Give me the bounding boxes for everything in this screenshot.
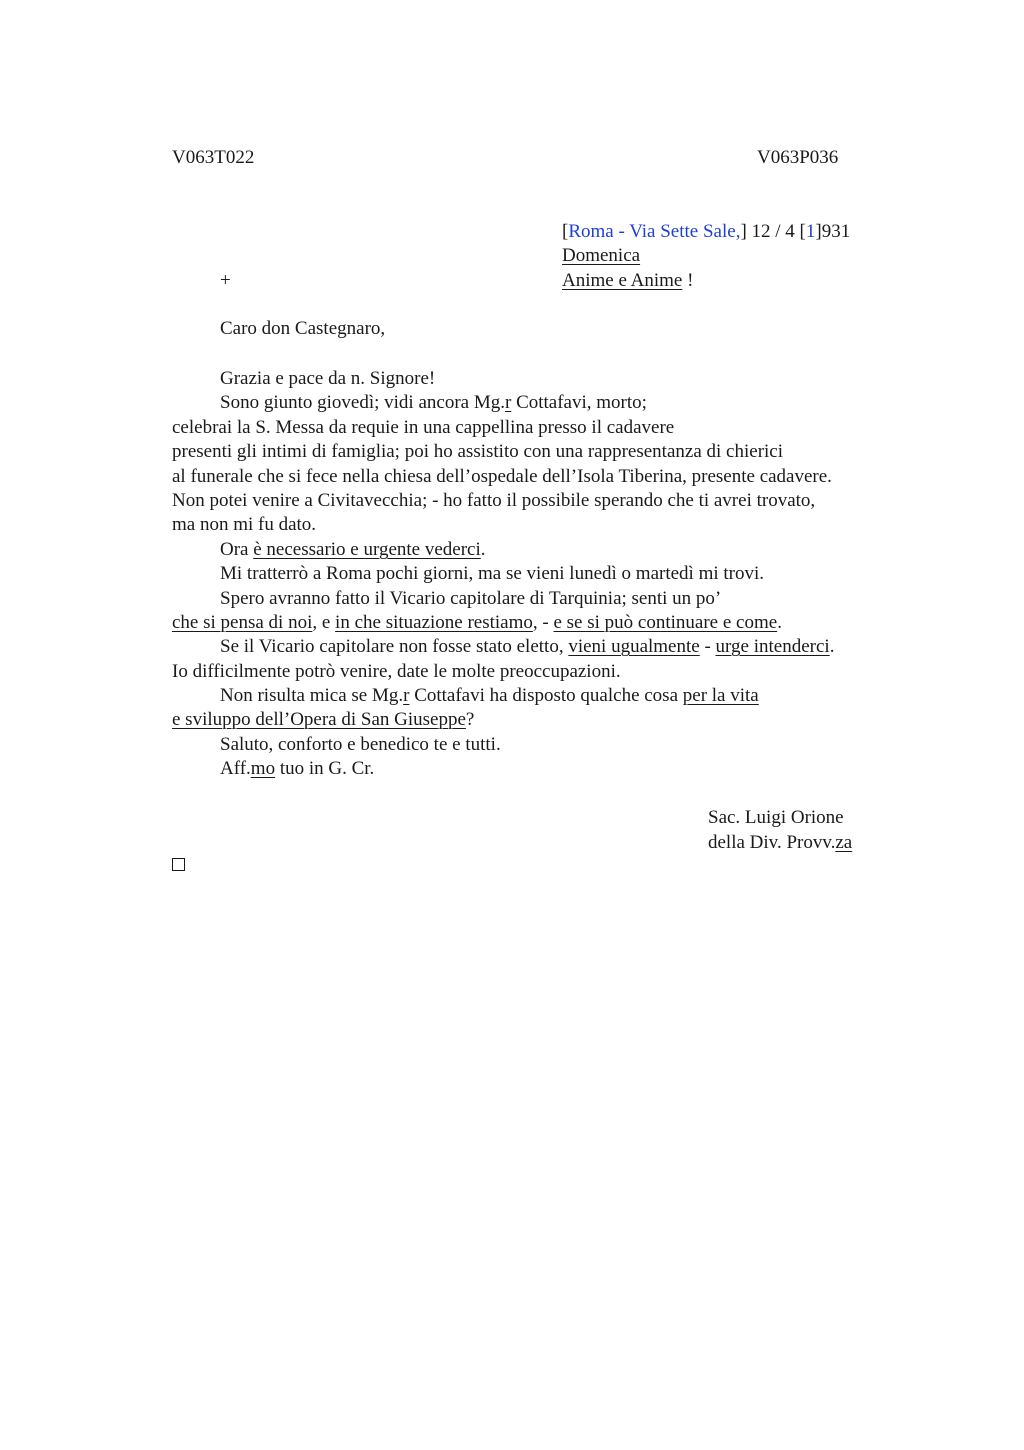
body-line-13 bbox=[220, 684, 759, 708]
body-line-3: presenti gli intimi di famiglia; poi ho assistito con una rappresentanza di chierici bbox=[172, 441, 784, 462]
body-line-2: celebrai la S. Messa da requie in una cappellina presso il cadavere bbox=[172, 417, 675, 438]
end-of-document-box-icon bbox=[172, 858, 185, 871]
underlined-text: è necessario e urgente vederci bbox=[253, 539, 481, 560]
body-text: Ora bbox=[220, 539, 254, 560]
signature-name: Sac. Luigi Orione bbox=[708, 807, 844, 828]
document-code-right: V063P036 bbox=[757, 147, 839, 168]
abbrev-superscript: r bbox=[403, 685, 410, 706]
abbrev-superscript: za bbox=[835, 832, 853, 853]
dateline-day: Domenica bbox=[562, 245, 641, 266]
body-text: Aff. bbox=[220, 758, 251, 779]
motto bbox=[562, 269, 693, 293]
body-text: . bbox=[829, 636, 835, 657]
underlined-text: vieni ugualmente bbox=[568, 636, 700, 657]
dateline bbox=[562, 220, 850, 244]
abbrev-superscript: mo bbox=[250, 758, 276, 779]
body-line-11 bbox=[220, 635, 834, 659]
body-line-9: Spero avranno fatto il Vicario capitolare di Tarquinia; senti un po’ bbox=[220, 588, 722, 609]
body-line-10 bbox=[172, 611, 782, 635]
body-text: . bbox=[480, 539, 486, 560]
cross-mark: + bbox=[220, 270, 231, 291]
body-line-8: Mi tratterrò a Roma pochi giorni, ma se vieni lunedì o martedì mi trovi. bbox=[220, 563, 765, 584]
dateline-bracket: [ bbox=[562, 221, 569, 242]
dateline-place: Roma - Via Sette Sale, bbox=[568, 221, 741, 242]
body-text: Non risulta mica se Mg. bbox=[220, 685, 404, 706]
dateline-date-end: ]931 bbox=[815, 221, 851, 242]
body-line-4: al funerale che si fece nella chiesa dell’ospedale dell’Isola Tiberina, presente cadavere. bbox=[172, 466, 832, 487]
underlined-text: urge intenderci bbox=[715, 636, 830, 657]
body-text: , e bbox=[312, 612, 336, 633]
body-text: Sono giunto giovedì; vidi ancora Mg. bbox=[220, 392, 505, 413]
body-line-7 bbox=[220, 538, 486, 562]
underlined-text: per la vita bbox=[682, 685, 759, 706]
body-text: Se il Vicario capitolare non fosse stato eletto, bbox=[220, 636, 569, 657]
motto-text: Anime e Anime bbox=[562, 270, 683, 291]
salutation: Caro don Castegnaro, bbox=[220, 318, 386, 339]
body-line-5: Non potei venire a Civitavecchia; - ho fatto il possibile sperando che ti avrei trovato, bbox=[172, 490, 816, 511]
signature-title bbox=[708, 831, 852, 855]
greeting: Grazia e pace da n. Signore! bbox=[220, 368, 436, 389]
underlined-text: e sviluppo dell’Opera di San Giuseppe bbox=[172, 709, 466, 730]
abbrev-superscript: r bbox=[504, 392, 512, 413]
body-line-15: Saluto, conforto e benedico te e tutti. bbox=[220, 734, 501, 755]
body-text: Cottafavi, morto; bbox=[511, 392, 647, 413]
dateline-date-fill: 1 bbox=[805, 221, 816, 242]
body-text: Cottafavi ha disposto qualche cosa bbox=[409, 685, 683, 706]
underlined-text: che si pensa di noi bbox=[172, 612, 313, 633]
document-code-left: V063T022 bbox=[172, 147, 255, 168]
body-text: , - bbox=[532, 612, 554, 633]
body-text: ? bbox=[465, 709, 475, 730]
body-text: - bbox=[699, 636, 716, 657]
underlined-text: in che situazione restiamo bbox=[335, 612, 533, 633]
body-line-14 bbox=[172, 708, 474, 732]
motto-end: ! bbox=[682, 270, 694, 291]
body-line-12: Io difficilmente potrò venire, date le molte preoccupazioni. bbox=[172, 661, 621, 682]
body-line-1 bbox=[220, 391, 647, 415]
body-text: della Div. Provv. bbox=[708, 832, 836, 853]
body-text: . bbox=[777, 612, 782, 633]
closing-line bbox=[220, 757, 374, 781]
body-line-6: ma non mi fu dato. bbox=[172, 514, 317, 535]
body-text: tuo in G. Cr. bbox=[275, 758, 375, 779]
underlined-text: e se si può continuare e come bbox=[553, 612, 778, 633]
dateline-date-mid: ] 12 / 4 [ bbox=[740, 221, 806, 242]
